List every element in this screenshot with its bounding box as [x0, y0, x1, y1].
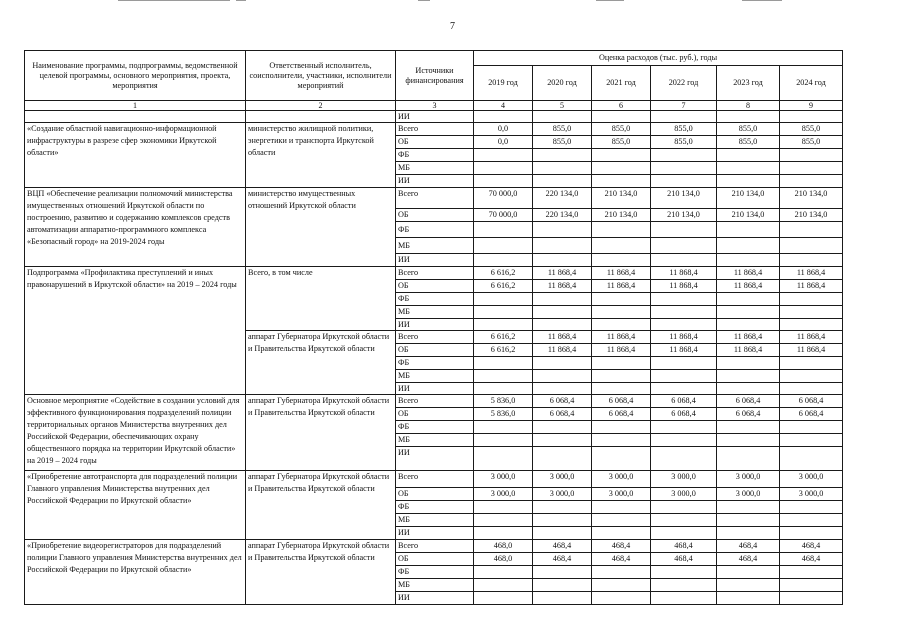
- source-cell: МБ: [396, 370, 474, 383]
- value-cell: 3 000,0: [474, 471, 533, 488]
- scan-artifact: [742, 0, 782, 1]
- budget-table: [24, 50, 843, 605]
- source-cell: ФБ: [396, 222, 474, 238]
- header-source: Источники финансирования: [396, 51, 474, 101]
- value-cell: 468,4: [533, 540, 592, 553]
- table-header: [25, 51, 843, 111]
- program-name: «Создание областной навигационно-информационной инфраструктуры в разрезе сфер экономики Иркутской области»: [25, 123, 246, 188]
- source-cell: ИИ: [396, 592, 474, 605]
- value-cell: 3 000,0: [533, 471, 592, 488]
- source-cell: ОБ: [396, 136, 474, 149]
- source-cell: Всего: [396, 395, 474, 408]
- value-cell: 3 000,0: [651, 471, 717, 488]
- source-cell: ОБ: [396, 553, 474, 566]
- responsible-executor: министерство жилищной политики, энергетики и транспорта Иркутской области: [246, 123, 396, 188]
- value-cell: 210 134,0: [592, 209, 651, 222]
- value-cell: 11 868,4: [533, 331, 592, 344]
- source-cell: МБ: [396, 162, 474, 175]
- source-cell: Всего: [396, 540, 474, 553]
- table-row: [25, 540, 843, 553]
- header-responsible: Ответственный исполнитель, соисполнители, участники, исполнители мероприятий: [246, 51, 396, 101]
- value-cell: 11 868,4: [780, 267, 843, 280]
- source-cell: Всего: [396, 188, 474, 209]
- value-cell: 6 068,4: [717, 408, 780, 421]
- value-cell: 11 868,4: [592, 267, 651, 280]
- value-cell: 468,4: [780, 553, 843, 566]
- page-number: 7: [450, 21, 455, 32]
- value-cell: 0,0: [474, 136, 533, 149]
- value-cell: 5 836,0: [474, 395, 533, 408]
- value-cell: 6 068,4: [780, 408, 843, 421]
- scan-artifact: [118, 0, 230, 1]
- value-cell: 6 068,4: [592, 408, 651, 421]
- column-number: 1: [25, 101, 246, 111]
- program-name: Основное мероприятие «Содействие в создании условий для эффективного функционирования подразделений полиции территориальных органов Министерства внутренних дел Российской Федерации, обеспечивающих охрану общественного порядка на территории Иркутской области» на 2019 – 2024 годы: [25, 395, 246, 471]
- source-cell: ФБ: [396, 421, 474, 434]
- column-number: 9: [780, 101, 843, 111]
- value-cell: 468,4: [651, 553, 717, 566]
- source-cell: ФБ: [396, 293, 474, 306]
- table-row: [25, 267, 843, 280]
- header-year: 2021 год: [592, 66, 651, 101]
- value-cell: 855,0: [651, 136, 717, 149]
- value-cell: 11 868,4: [780, 331, 843, 344]
- value-cell: 5 836,0: [474, 408, 533, 421]
- value-cell: 3 000,0: [780, 471, 843, 488]
- value-cell: 70 000,0: [474, 209, 533, 222]
- program-name: ВЦП «Обеспечение реализации полномочий министерства имущественных отношений Иркутской области по построению, развитию и содержанию комплексов средств автоматизации аппаратно-программного комплекса «Безопасный город» на 2019-2024 годы: [25, 188, 246, 267]
- value-cell: 3 000,0: [717, 488, 780, 501]
- column-number: 5: [533, 101, 592, 111]
- source-cell: Всего: [396, 471, 474, 488]
- value-cell: 468,4: [651, 540, 717, 553]
- value-cell: 11 868,4: [717, 280, 780, 293]
- value-cell: 6 068,4: [592, 395, 651, 408]
- subprogram-name: Подпрограмма «Профилактика преступлений и иных правонарушений в Иркутской области» на 2019 – 2024 годы: [25, 267, 246, 395]
- column-number: 3: [396, 101, 474, 111]
- value-cell: 855,0: [780, 123, 843, 136]
- value-cell: 210 134,0: [717, 188, 780, 209]
- value-cell: 6 068,4: [651, 408, 717, 421]
- table-row: [25, 471, 843, 488]
- value-cell: 6 068,4: [780, 395, 843, 408]
- value-cell: 468,4: [717, 540, 780, 553]
- value-cell: 11 868,4: [780, 344, 843, 357]
- responsible-executor: аппарат Губернатора Иркутской области и Правительства Иркутской области: [246, 331, 396, 395]
- value-cell: 11 868,4: [651, 267, 717, 280]
- value-cell: 855,0: [780, 136, 843, 149]
- value-cell: 210 134,0: [780, 209, 843, 222]
- responsible-executor: аппарат Губернатора Иркутской области и Правительства Иркутской области: [246, 471, 396, 540]
- value-cell: 855,0: [592, 123, 651, 136]
- value-cell: 855,0: [717, 123, 780, 136]
- value-cell: 3 000,0: [533, 488, 592, 501]
- responsible-executor: Всего, в том числе: [246, 267, 396, 331]
- value-cell: 3 000,0: [651, 488, 717, 501]
- source-cell: ФБ: [396, 357, 474, 370]
- value-cell: 855,0: [717, 136, 780, 149]
- value-cell: 855,0: [533, 123, 592, 136]
- column-number: 6: [592, 101, 651, 111]
- value-cell: 220 134,0: [533, 209, 592, 222]
- column-number: 7: [651, 101, 717, 111]
- source-cell: ИИ: [396, 175, 474, 188]
- value-cell: 3 000,0: [592, 471, 651, 488]
- value-cell: 3 000,0: [474, 488, 533, 501]
- value-cell: 11 868,4: [651, 331, 717, 344]
- value-cell: 11 868,4: [717, 331, 780, 344]
- value-cell: 11 868,4: [717, 267, 780, 280]
- source-cell: ОБ: [396, 488, 474, 501]
- value-cell: 210 134,0: [780, 188, 843, 209]
- value-cell: 468,4: [592, 553, 651, 566]
- value-cell: 468,4: [780, 540, 843, 553]
- value-cell: 3 000,0: [717, 471, 780, 488]
- source-cell: Всего: [396, 331, 474, 344]
- source-cell: МБ: [396, 238, 474, 254]
- value-cell: 11 868,4: [592, 331, 651, 344]
- value-cell: 11 868,4: [592, 280, 651, 293]
- responsible-executor: аппарат Губернатора Иркутской области и Правительства Иркутской области: [246, 395, 396, 471]
- source-cell: МБ: [396, 579, 474, 592]
- scan-artifact: [236, 0, 246, 1]
- source-cell: ФБ: [396, 566, 474, 579]
- value-cell: 855,0: [533, 136, 592, 149]
- value-cell: 6 616,2: [474, 344, 533, 357]
- program-name: «Приобретение автотранспорта для подразделений полиции Главного управления Министерства внутренних дел Российской Федерации по Иркутской области»: [25, 471, 246, 540]
- source-cell: ИИ: [396, 319, 474, 331]
- header-program: Наименование программы, подпрограммы, ведомственной целевой программы, основного мероприятия, проекта, мероприятия: [25, 51, 246, 101]
- value-cell: 210 134,0: [651, 209, 717, 222]
- source-cell: ИИ: [396, 527, 474, 540]
- value-cell: 6 068,4: [533, 395, 592, 408]
- value-cell: 11 868,4: [592, 344, 651, 357]
- source-cell: ИИ: [396, 254, 474, 267]
- value-cell: 210 134,0: [592, 188, 651, 209]
- table-row: [25, 395, 843, 408]
- value-cell: 11 868,4: [533, 280, 592, 293]
- source-cell: ИИ: [396, 111, 474, 123]
- value-cell: 0,0: [474, 123, 533, 136]
- value-cell: 11 868,4: [533, 344, 592, 357]
- responsible-executor: министерство имущественных отношений Иркутской области: [246, 188, 396, 267]
- source-cell: ИИ: [396, 447, 474, 471]
- source-cell: МБ: [396, 306, 474, 319]
- source-cell: ФБ: [396, 149, 474, 162]
- header-year: 2020 год: [533, 66, 592, 101]
- value-cell: 468,0: [474, 553, 533, 566]
- table-row: [25, 123, 843, 136]
- value-cell: 855,0: [592, 136, 651, 149]
- value-cell: 11 868,4: [717, 344, 780, 357]
- value-cell: 468,4: [592, 540, 651, 553]
- value-cell: 3 000,0: [780, 488, 843, 501]
- value-cell: 6 616,2: [474, 267, 533, 280]
- value-cell: 6 616,2: [474, 280, 533, 293]
- value-cell: 11 868,4: [780, 280, 843, 293]
- value-cell: 220 134,0: [533, 188, 592, 209]
- value-cell: 11 868,4: [533, 267, 592, 280]
- value-cell: 855,0: [651, 123, 717, 136]
- value-cell: 468,4: [533, 553, 592, 566]
- program-name: «Приобретение видеорегистраторов для подразделений полиции Главного управления Министерства внутренних дел Российской Федерации по Иркутской области»: [25, 540, 246, 605]
- scan-artifact: [596, 0, 624, 1]
- header-year: 2024 год: [780, 66, 843, 101]
- value-cell: 6 068,4: [533, 408, 592, 421]
- source-cell: ИИ: [396, 383, 474, 395]
- source-cell: МБ: [396, 514, 474, 527]
- value-cell: 3 000,0: [592, 488, 651, 501]
- header-year: 2019 год: [474, 66, 533, 101]
- value-cell: 210 134,0: [717, 209, 780, 222]
- header-year: 2022 год: [651, 66, 717, 101]
- header-estimate: Оценка расходов (тыс. руб.), годы: [474, 51, 843, 66]
- value-cell: 6 616,2: [474, 331, 533, 344]
- table-row: [25, 111, 843, 123]
- column-number: 4: [474, 101, 533, 111]
- value-cell: 210 134,0: [651, 188, 717, 209]
- value-cell: 11 868,4: [651, 344, 717, 357]
- header-year: 2023 год: [717, 66, 780, 101]
- source-cell: Всего: [396, 123, 474, 136]
- source-cell: ОБ: [396, 280, 474, 293]
- source-cell: ОБ: [396, 408, 474, 421]
- column-number: 2: [246, 101, 396, 111]
- value-cell: 70 000,0: [474, 188, 533, 209]
- value-cell: 468,0: [474, 540, 533, 553]
- value-cell: 11 868,4: [651, 280, 717, 293]
- source-cell: ОБ: [396, 209, 474, 222]
- source-cell: ФБ: [396, 501, 474, 514]
- value-cell: 468,4: [717, 553, 780, 566]
- value-cell: 6 068,4: [717, 395, 780, 408]
- scan-artifact: [418, 0, 430, 1]
- source-cell: МБ: [396, 434, 474, 447]
- column-number: 8: [717, 101, 780, 111]
- table-row: [25, 188, 843, 209]
- value-cell: 6 068,4: [651, 395, 717, 408]
- responsible-executor: аппарат Губернатора Иркутской области и Правительства Иркутской области: [246, 540, 396, 605]
- source-cell: ОБ: [396, 344, 474, 357]
- source-cell: Всего: [396, 267, 474, 280]
